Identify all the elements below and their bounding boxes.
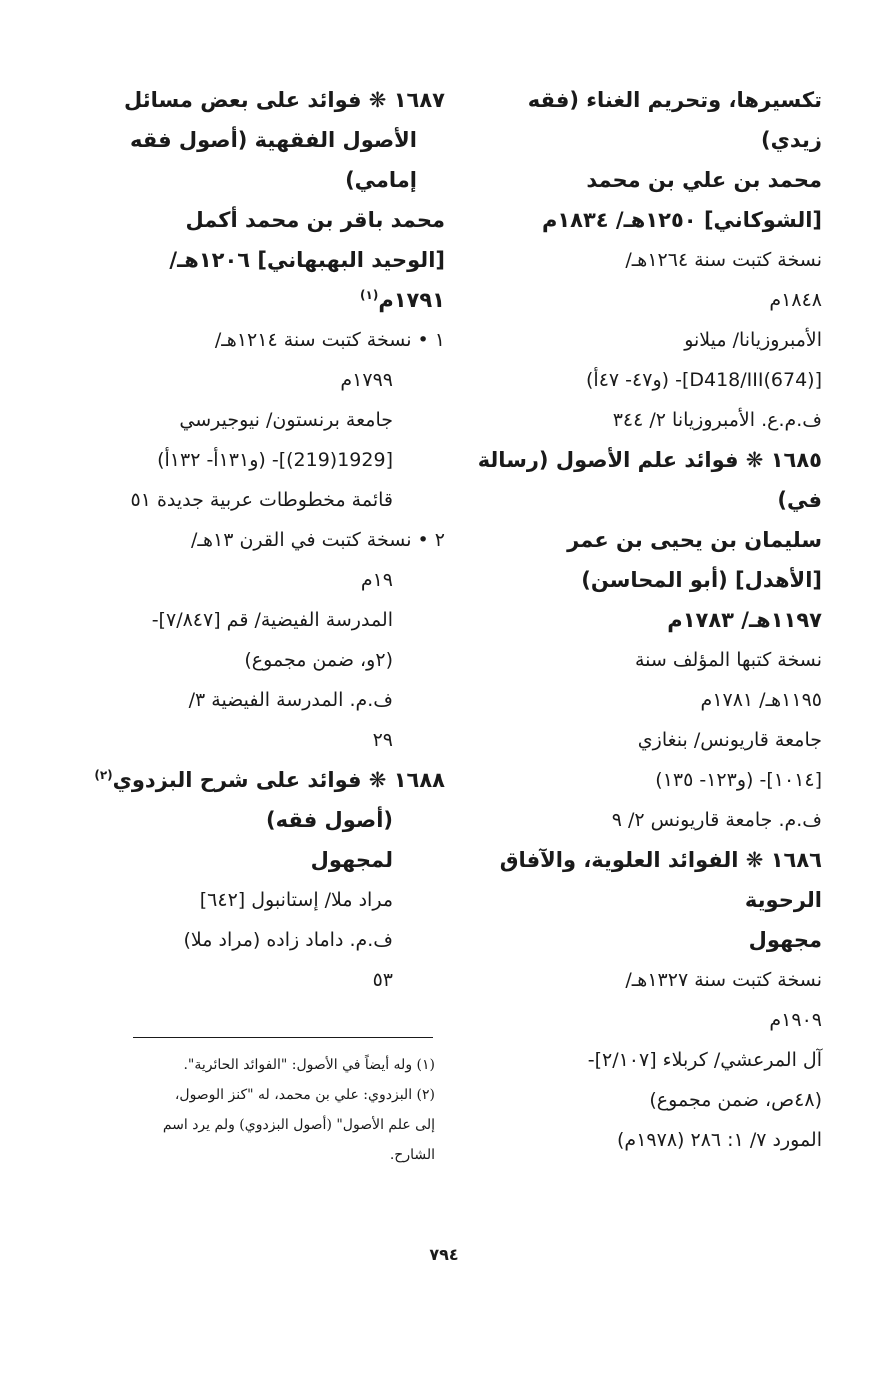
entry-1686-library: آل المرعشي/ كربلاء [٢/١٠٧]- [587, 1049, 822, 1071]
entry-1687-title-cont: الأصول الفقهية (أصول فقه [129, 128, 417, 152]
entry-1685-title-cont: في) [777, 488, 822, 512]
entry-1687-death-date: ١٧٩١م [378, 288, 445, 312]
footnotes [105, 1050, 435, 1170]
copy-2-extent: (٢و، ضمن مجموع) [244, 649, 393, 671]
entry-1688-author: لمجهول [310, 848, 393, 872]
copy-1-date-cont: ١٧٩٩م [340, 369, 393, 391]
footnote-ref-2: (٢) [94, 768, 113, 782]
entry-1688-title [94, 760, 445, 800]
entry-1685-copy-date: ١١٩٥هـ/ ١٧٨١م [700, 689, 822, 711]
entry-1684-title-cont: تكسيرها، وتحريم الغناء (فقه [527, 88, 822, 112]
entry-1688-library: مراد ملا/ إستانبول [٦٤٢] [199, 889, 393, 911]
entry-1688-catalog-ref-cont: ٥٣ [372, 969, 393, 991]
copy-2-date: ٢ • نسخة كتبت في القرن ١٣هـ/ [191, 529, 445, 551]
footnote-2: (٢) البزدوي: علي بن محمد، له "كنز الوصول، [174, 1087, 435, 1103]
footnote-divider [133, 1037, 433, 1038]
entry-1685-author-cont: [الأهدل] (أبو المحاسن) [581, 568, 822, 592]
entry-1684-subject: زيدي) [761, 128, 822, 152]
entry-1685-library: جامعة قاريونس/ بنغازي [637, 729, 822, 751]
entry-1684-copy-date-cont: ١٨٤٨م [769, 289, 822, 311]
entry-1684-copy-date: نسخة كتبت سنة ١٢٦٤هـ/ [625, 249, 822, 271]
footnote-2-end: الشارح. [389, 1147, 435, 1163]
entry-1686-copy-date: نسخة كتبت سنة ١٣٢٧هـ/ [625, 969, 822, 991]
entry-1688-catalog-ref: ف.م. داماد زاده (مراد ملا) [183, 929, 393, 951]
copy-2-date-cont: ١٩م [360, 569, 393, 591]
entry-1687-author-dates [105, 280, 445, 320]
copy-2-catalog-ref: ف.م. المدرسة الفيضية ٣/ [188, 689, 393, 711]
entry-1688-subject: (أصول فقه) [266, 808, 393, 832]
copy-1-date: ١ • نسخة كتبت سنة ١٢١٤هـ/ [214, 329, 445, 351]
entry-1686-title: ١٦٨٦ ❋ الفوائد العلوية، والآفاق [499, 848, 822, 872]
footnote-2-cont: إلى علم الأصول" (أصول البزدوي) ولم يرد اسم [162, 1117, 435, 1133]
entry-1686-author: مجهول [748, 928, 822, 952]
entry-1687-subject: إمامي) [345, 168, 417, 192]
entry-1685-shelfmark: [١٠١٤]- (و١٢٣- ١٣٥) [655, 769, 822, 791]
entry-1687-author: محمد باقر بن محمد أكمل [185, 208, 445, 232]
left-column [94, 80, 445, 1000]
entry-1684-library: الأمبروزيانا/ ميلانو [684, 329, 822, 351]
entry-1686-title-cont: الرحوية [744, 888, 822, 912]
entry-1686-copy-date-cont: ١٩٠٩م [769, 1009, 822, 1031]
footnote-1: (١) وله أيضاً في الأصول: "الفوائد الحائرية". [183, 1057, 435, 1073]
copy-2-library: المدرسة الفيضية/ قم [٧/٨٤٧]- [151, 609, 393, 631]
copy-1-catalog-ref: قائمة مخطوطات عربية جديدة ٥١ [130, 489, 393, 511]
entry-1685-copy-note: نسخة كتبها المؤلف سنة [634, 649, 822, 671]
copy-2-catalog-ref-cont: ٢٩ [372, 729, 393, 751]
footnote-ref-1: (١) [360, 288, 379, 302]
copy-1-shelfmark: [1929(219)]- (و١٣١أ- ١٣٢أ) [157, 449, 393, 471]
entry-1687-title: ١٦٨٧ ❋ فوائد على بعض مسائل [124, 88, 445, 112]
entry-1688-title-text: ١٦٨٨ ❋ فوائد على شرح البزدوي [112, 768, 445, 792]
page-number: ٧٩٤ [429, 1245, 459, 1264]
entry-1686-extent: (٤٨ص، ضمن مجموع) [649, 1089, 822, 1111]
entry-1684-catalog-ref: ف.م.ع. الأمبروزيانا ٢/ ٣٤٤ [612, 409, 822, 431]
entry-1684-shelfmark: [D418/III(674)]- (و٤٧- ٤٧أ) [586, 369, 822, 391]
entry-1685-title: ١٦٨٥ ❋ فوائد علم الأصول (رسالة [477, 448, 822, 472]
entry-1684-author: محمد بن علي بن محمد [586, 168, 822, 192]
right-column [477, 80, 822, 1160]
entry-1685-author-dates: ١١٩٧هـ/ ١٧٨٣م [667, 608, 822, 632]
entry-1686-catalog-ref: المورد ٧/ ١: ٢٨٦ (١٩٧٨م) [617, 1129, 822, 1151]
entry-1684-author-dates: [الشوكاني] ١٢٥٠هـ/ ١٨٣٤م [541, 208, 822, 232]
entry-1685-catalog-ref: ف.م. جامعة قاريونس ٢/ ٩ [611, 809, 822, 831]
entry-1687-author-cont: [الوحيد البهبهاني] ١٢٠٦هـ/ [169, 248, 445, 272]
entry-1685-author: سليمان بن يحيى بن عمر [567, 528, 822, 552]
copy-1-library: جامعة برنستون/ نيوجيرسي [179, 409, 393, 431]
